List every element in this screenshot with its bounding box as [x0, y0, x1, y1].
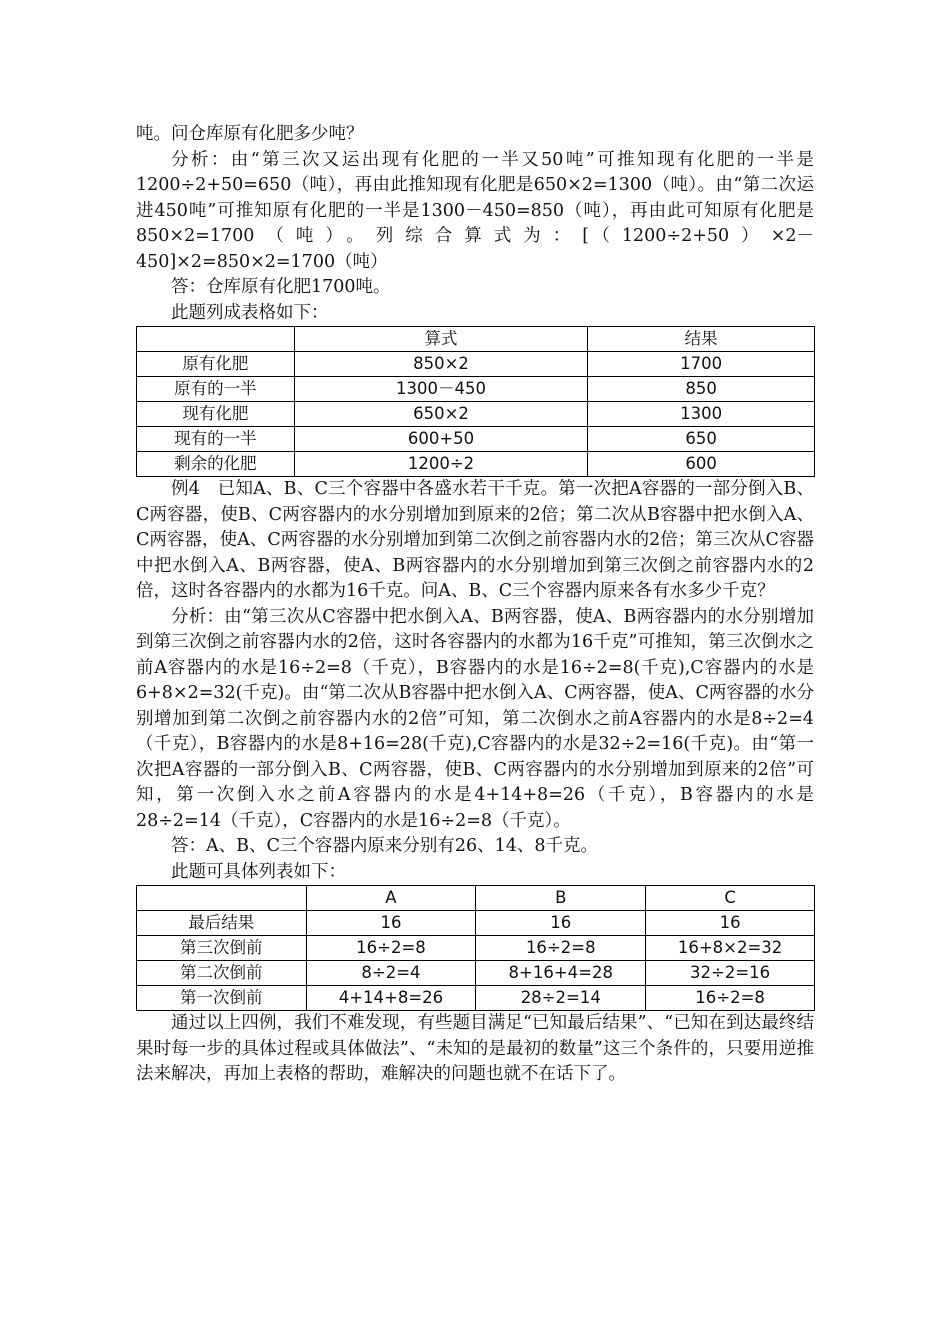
row-label: 第二次倒前 [137, 961, 307, 986]
table-header-cell: C [646, 886, 815, 911]
table-cell: 16 [306, 911, 476, 936]
table-cell: 16÷2=8 [306, 936, 476, 961]
example-4-paragraph: 例4 已知A、B、C三个容器中各盛水若干千克。第一次把A容器的一部分倒入B、C两容器，使B、C两容器内的水分别增加到原来的2倍；第二次从B容器中把水倒入A、C两容器，使A、C两容器的水分别增加到第二次倒之前容器内水的2倍；第三次从C容器中把水倒入A、B两容器，使A、B两容器内的水分别增加到第三次倒之前容器内水的2倍，这时各容器内的水都为16千克。问A、B、C三个容器内原来各有水多少千克？ [136, 479, 814, 601]
table-row [137, 377, 815, 402]
table-cell: 1300－450 [294, 377, 588, 402]
row-label: 现有化肥 [137, 402, 295, 427]
answer-paragraph: 答：A、B、C三个容器内原来分别有26、14、8千克。 [171, 836, 599, 856]
table-cell: 16÷2=8 [646, 986, 815, 1011]
table-header-cell: 结果 [588, 327, 815, 352]
question-text: 吨。问仓库原有化肥多少吨？ [136, 124, 364, 144]
table-cell: 4+14+8=26 [306, 986, 476, 1011]
row-label: 原有的一半 [137, 377, 295, 402]
analysis-paragraph: 分析：由“第三次从C容器中把水倒入A、B两容器，使A、B两容器内的水分别增加到第三次倒之前容器内水的2倍，这时各容器内的水都为16千克”可推知，第三次倒水之前A容器内的水是16÷2=8（千克），B容器内的水是16÷2=8(千克),C容器内的水是6+8×2=32(千克)。由“第二次从B容器中把水倒入A、C两容器，使A、C两容器的水分别增加到第二次倒之前容器内水的2倍”可知，第二次倒水之前A容器内的水是8÷2=4（千克），B容器内的水是8+16=28(千克),C容器内的水是32÷2=16(千克)。由“第一次把A容器的一部分倒入B、C两容器，使B、C两容器内的水分别增加到原来的2倍”可知，第一次倒入水之前A容器内的水是4+14+8=26（千克），B容器内的水是28÷2=14（千克），C容器内的水是16÷2=8（千克）。 [136, 606, 814, 831]
table-row [137, 402, 815, 427]
table-row [137, 452, 815, 477]
document-body [136, 122, 814, 1088]
fertilizer-table [136, 326, 815, 477]
containers-table [136, 885, 815, 1011]
row-label: 剩余的化肥 [137, 452, 295, 477]
row-label: 第一次倒前 [137, 986, 307, 1011]
table-header-cell [137, 327, 295, 352]
table-cell: 650 [588, 427, 815, 452]
row-label: 最后结果 [137, 911, 307, 936]
table-header-cell: A [306, 886, 476, 911]
table-cell: 28÷2=14 [476, 986, 646, 1011]
table-cell: 1300 [588, 402, 815, 427]
table-header-cell [137, 886, 307, 911]
row-label: 第三次倒前 [137, 936, 307, 961]
table-row [137, 352, 815, 377]
table-cell: 850 [588, 377, 815, 402]
answer-paragraph: 答：仓库原有化肥1700吨。 [171, 277, 391, 297]
table-cell: 16 [646, 911, 815, 936]
table-cell: 1700 [588, 352, 815, 377]
table-intro: 此题可具体列表如下： [171, 861, 346, 882]
table-header-cell: 算式 [294, 327, 588, 352]
row-label: 原有化肥 [137, 352, 295, 377]
table-cell: 16+8×2=32 [646, 936, 815, 961]
conclusion-paragraph: 通过以上四例，我们不难发现，有些题目满足“已知最后结果”、“已知在到达最终结果时每一步的具体过程或具体做法”、“未知的是最初的数量”这三个条件的，只要用逆推法来解决，再加上表格的帮助，难解决的问题也就不在话下了。 [136, 1013, 814, 1084]
table-row [137, 911, 815, 936]
table-row [137, 986, 815, 1011]
table-cell: 8+16+4=28 [476, 961, 646, 986]
table-cell: 650×2 [294, 402, 588, 427]
table-cell: 8÷2=4 [306, 961, 476, 986]
table-header-cell: B [476, 886, 646, 911]
table-cell: 16 [476, 911, 646, 936]
table-row [137, 427, 815, 452]
table-header-row [137, 886, 815, 911]
table-cell: 850×2 [294, 352, 588, 377]
table-row [137, 961, 815, 986]
analysis-paragraph: 分析：由“第三次又运出现有化肥的一半又50吨”可推知现有化肥的一半是1200÷2+50=650（吨），再由此推知现有化肥是650×2=1300（吨）。由“第二次运进450吨”可推知原有化肥的一半是1300－450=850（吨），再由此可知原有化肥是850×2=1700（吨）。列综合算式为：[（1200÷2+50）×2－450]×2=850×2=1700（吨） [136, 149, 814, 272]
row-label: 现有的一半 [137, 427, 295, 452]
table-cell: 1200÷2 [294, 452, 588, 477]
table-intro: 此题列成表格如下： [171, 302, 329, 323]
table-row [137, 936, 815, 961]
table-cell: 16÷2=8 [476, 936, 646, 961]
table-cell: 600 [588, 452, 815, 477]
table-cell: 600+50 [294, 427, 588, 452]
table-header-row [137, 327, 815, 352]
table-cell: 32÷2=16 [646, 961, 815, 986]
